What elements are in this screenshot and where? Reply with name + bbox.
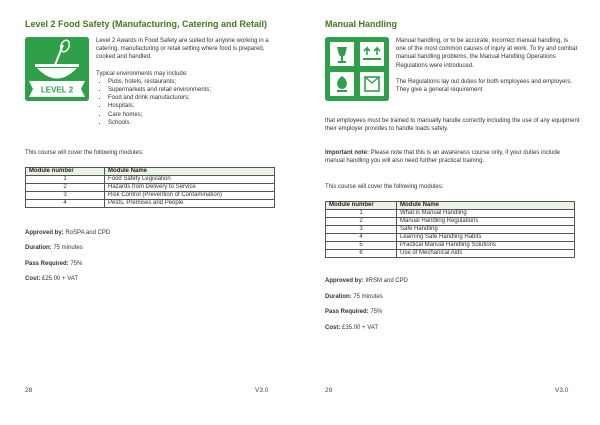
list-item: • Supermarkets and retail environments;: [108, 86, 282, 94]
module-number: 6: [326, 250, 397, 258]
manual-handling-logo: [325, 37, 389, 101]
food-safety-logo: [25, 37, 89, 101]
table-row: [326, 226, 575, 234]
table-row: [326, 250, 575, 258]
module-number: 4: [326, 234, 397, 242]
table-row: [26, 200, 275, 208]
mixing-bowl-icon: [25, 37, 89, 101]
environments-list: [96, 78, 282, 127]
version-label: V3.0: [255, 387, 269, 394]
page-title: Level 2 Food Safety (Manufacturing, Catering and Retail): [25, 19, 268, 29]
module-name: Hazards from Delivery to Service: [105, 184, 275, 192]
intro-paragraph: The Regulations lay out duties for both employees and employers. They give a general requirement: [396, 78, 573, 94]
module-name: Practical Manual Handling Solutions: [397, 242, 575, 250]
module-number: 1: [26, 176, 105, 184]
table-row: [26, 184, 275, 192]
module-number: 5: [326, 242, 397, 250]
list-item: • Hospitals;: [108, 102, 282, 110]
page-number: 28: [25, 387, 33, 394]
module-name: Learning Safe Handling Habits: [397, 234, 575, 242]
table-row: [26, 176, 275, 184]
cost: Cost: £35.00 + VAT: [325, 325, 378, 331]
version-label: V3.0: [555, 387, 569, 394]
approved-by: Approved by: IIRSM and CPD: [325, 278, 409, 284]
module-name: Food Safety Legislation: [105, 176, 275, 184]
list-item: • Food and drink manufacturers;: [108, 94, 282, 102]
list-item: • Pubs, hotels, restaurants;: [108, 78, 282, 86]
logo-text: LEVEL 2: [40, 85, 74, 95]
cost: Cost: £25.00 + VAT: [25, 276, 78, 282]
module-name: Safe Handling: [397, 226, 575, 234]
module-name: Manual Handling Regulations: [397, 218, 575, 226]
list-item: • Care homes;: [108, 111, 282, 119]
module-number: 3: [26, 192, 105, 200]
intro-continued: that employees must be trained to manually handle correctly including the use of any equipment their employer provides to handle loads safely.: [325, 118, 580, 133]
intro-text: [396, 37, 578, 94]
column-header: Module Name: [105, 168, 275, 176]
module-number: 3: [326, 226, 397, 234]
module-number: 4: [26, 200, 105, 208]
module-number: 1: [326, 210, 397, 218]
module-number: 2: [326, 218, 397, 226]
important-note: Important note: Please note that this is an awareness course only, if your duties include manual handling you will also need further practical training.: [325, 150, 560, 165]
column-header: Module number: [326, 202, 397, 210]
page-title: Manual Handling: [325, 19, 397, 29]
table-row: [26, 192, 275, 200]
module-name: Risk Control (Prevention of Contamination): [105, 192, 275, 200]
table-row: [326, 218, 575, 226]
handling-symbols-icon: [325, 37, 389, 101]
pass-required: Pass Required: 75%: [25, 261, 83, 267]
module-name: Pests, Premises and People: [105, 200, 275, 208]
module-number: 2: [26, 184, 105, 192]
table-header-row: [26, 168, 275, 176]
page-number: 29: [325, 387, 333, 394]
modules-intro: This course will cover the following modules:: [325, 184, 444, 190]
module-name: Use of Mechanical Aids: [397, 250, 575, 258]
table-row: [326, 210, 575, 218]
approved-by: Approved by: RoSPA and CPD: [25, 230, 111, 236]
intro-paragraph: Level 2 Awards in Food Safety are suited for anyone working in a catering, manufacturing or retail setting where food is prepared, cooked and handled.: [96, 38, 269, 61]
table-row: [326, 234, 575, 242]
right-page: [300, 0, 600, 425]
duration: Duration: 75 minutes: [325, 294, 383, 300]
modules-table: [25, 167, 275, 208]
duration: Duration: 75 minutes: [25, 245, 83, 251]
modules-intro: This course will cover the following modules:: [25, 150, 144, 156]
column-header: Module Name: [397, 202, 575, 210]
intro-text: [96, 37, 282, 127]
column-header: Module number: [26, 168, 105, 176]
modules-table: [325, 201, 575, 258]
intro-paragraph: Manual handling, or to be accurate, incorrect manual handling, is one of the most common causes of injury at work. To try and combat manual handling problems, the Manual Handling Operations Regulations were introduced.: [396, 38, 578, 69]
environments-heading: Typical environments may include:: [96, 70, 188, 77]
table-header-row: [326, 202, 575, 210]
list-item: • Schools.: [108, 119, 282, 127]
pass-required: Pass Required: 75%: [325, 309, 383, 315]
module-name: What is Manual Handling: [397, 210, 575, 218]
table-row: [326, 242, 575, 250]
